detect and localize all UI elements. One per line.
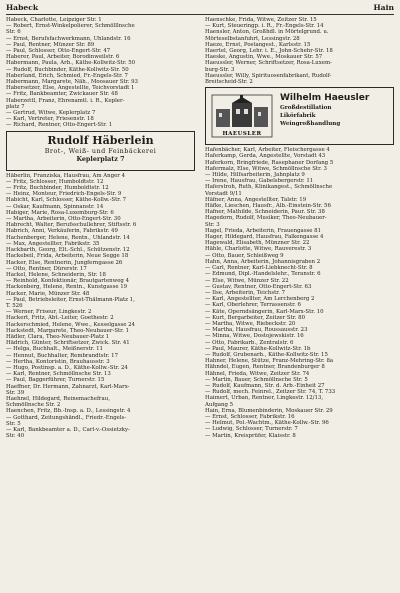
directory-entry: Hacker, Marie, Münzer Str. 48 bbox=[6, 290, 90, 297]
distillery-line-1: Großdestillation bbox=[280, 105, 332, 112]
directory-entry: Hafner, Mathilde, Schneiderin, Paur. Str. 38 bbox=[205, 209, 325, 216]
directory-entry: Haehnel, Hildegard, Reinemachefrau, bbox=[6, 395, 110, 402]
header-left-word: Habeck bbox=[6, 3, 39, 12]
directory-entry: — Rudolf, Kaufmann, Str. d. Arb.-Einheit 27 bbox=[205, 382, 325, 389]
directory-entry: Haertel, Georg, Lehr. i. E., John-Schehr-Str. 18 bbox=[205, 48, 333, 55]
directory-entry: Haferkamp, Gerda, Angestellte, Vorstadt 43 bbox=[205, 153, 326, 160]
directory-entry: — Käte, Operndsängerin, Karl-Marx-Str. 10 bbox=[205, 308, 324, 315]
directory-entry: — Carl, Rentner, Karl-Liebknecht-Str. 8 bbox=[205, 265, 313, 272]
directory-entry: Mörteselbstanfuhrt, Lessingstr. 28 bbox=[205, 35, 300, 42]
directory-entry: — Robert, Ernst-Winkelpolierer, Schmölllnsche bbox=[6, 23, 135, 30]
bakery-description: Brot-, Weiß- und Feinbäckerei bbox=[44, 146, 157, 155]
directory-entry: Habermann, Paula, Arb., Käthe-Kollwitz-Str. 50 bbox=[6, 60, 136, 67]
bakery-advertisement bbox=[6, 131, 195, 171]
distillery-logo-icon bbox=[210, 93, 274, 139]
directory-entry: — Gertrud, Witwe, Keplerplatz 7 bbox=[6, 110, 96, 117]
directory-entry: Hachenberger, Helene, Rentn., Uhlandstr. 14 bbox=[6, 234, 130, 241]
directory-entry: — Otto, Bauer, Schleißweg 9 bbox=[205, 252, 284, 259]
directory-entry: — Paul, Baggerführer, Turnerstr. 15 bbox=[6, 377, 105, 384]
directory-entry: — Paul, Betriebsleiter, Ernst-Thälmann-Platz 1, bbox=[6, 296, 135, 303]
directory-entry: Hähndel, Eugen, Rentner, Brandenburger 8 bbox=[205, 364, 325, 371]
directory-entry: Habicht, Karl, Schlosser, Käthe-Kollw.-Str. 7 bbox=[6, 197, 127, 204]
directory-entry: Str. 40 bbox=[6, 433, 25, 440]
right-top-entries bbox=[205, 17, 394, 85]
distillery-text bbox=[280, 92, 389, 128]
directory-entry: — Karl, Vertreter, Friesenstr. 18 bbox=[6, 116, 94, 123]
directory-entry: Schmöllnsche Str. 2 bbox=[6, 402, 61, 409]
directory-entry: Hackbarth, Georg, Elt.-Schl., Schützenstr. 12 bbox=[6, 247, 130, 254]
directory-entry: — Rudolf, Grubenarb., Käthe-Kollwitz-Str. 15 bbox=[205, 351, 328, 358]
directory-entry: burg-Str. 3 bbox=[205, 66, 235, 73]
directory-entry: Haeussler, Willy, Spirituosenfabrikant, Rudolf- bbox=[205, 72, 332, 79]
directory-entry: — Paul, Maurer, Käthe-Kollwitz-Str. 1b bbox=[205, 345, 311, 352]
directory-entry: — Gotthard, Zeitungshändl., Friedr.-Engels- bbox=[6, 414, 127, 421]
directory-entry: Hagel, Frieda, Arbeiterin, Frauengasse 81 bbox=[205, 227, 322, 234]
directory-entry: — Oskar, Kaufmann, Spinnanstr. 14 bbox=[6, 203, 104, 210]
directory-entry: platz 7 bbox=[6, 103, 25, 110]
directory-entry: Häberlin, Franziska, Hausfrau, Am Anger 4 bbox=[6, 172, 126, 179]
directory-entry: — Martin, Kreisprüfer, Klaisstr. 8 bbox=[205, 432, 296, 439]
directory-entry: — Otto, Fabrikarb., Zentralstr. 6 bbox=[205, 339, 294, 346]
directory-entry: Breitscheid-Str. 2 bbox=[205, 79, 253, 86]
directory-entry: — Hertha, Kontoristin, Brauhausstr. 3 bbox=[6, 358, 110, 365]
directory-entry: Haferstroh, Ruth, Klinikangest., Schmöllnsche bbox=[205, 184, 333, 191]
directory-entry: Hädrich, Günter, Schriftsetzer, Zwick. Str. 41 bbox=[6, 340, 130, 347]
directory-entry: Hähle, Charlotte, Witwe, Rauverestr. 3 bbox=[205, 246, 312, 253]
directory-entry: — Heinz, Monteur, Friedrich-Engels-Str. 9 bbox=[6, 191, 122, 198]
directory-entry: — Minna, Witwe, Dostojewskistr. 16 bbox=[205, 333, 304, 340]
directory-entry: Hähnel, Frieda, Witwe, Zeitzer Str. 74 bbox=[205, 370, 310, 377]
directory-entry: Haberland, Erich, Schmied, Fr.-Engels-Str. 7 bbox=[6, 72, 128, 79]
directory-entry: T. 526 bbox=[6, 302, 23, 309]
directory-entry: — Else, Witwe, Münzer Str. 22 bbox=[205, 277, 289, 284]
directory-entry: — Rudolf, Buchbinder, Käthe-Kollwitz-Str. 50 bbox=[6, 66, 129, 73]
directory-entry: Hagewald, Elisabeth, Münzner Str. 22 bbox=[205, 240, 310, 247]
directory-entry: — Karl, Bankbeamter a. D., Carl-v.-Ossietzky- bbox=[6, 426, 130, 433]
directory-entry: Haberzettl, Franz, Ehrenamtl. i. R., Kepler- bbox=[6, 97, 125, 104]
directory-entry: Haeske, Angustin, Wwe., Moskauer Str. 57 bbox=[205, 54, 323, 61]
distillery-line-2: Likörfabrik bbox=[280, 113, 316, 120]
directory-entry: Habermann, Margarete, Näh., Moosauer Str. 93 bbox=[6, 79, 138, 86]
directory-entry: Habeck, Charlotte, Leipziger Str. 1 bbox=[6, 17, 102, 23]
directory-entry: — Edmund, Dipl.-Handelslehr., Teranstr. 6 bbox=[205, 271, 321, 278]
directory-entry: Hackebeil, Frida, Arbeiterin, Neue Segge 18 bbox=[6, 253, 129, 260]
directory-entry: — Ludwig, Schlosser, Turnerstr. 7 bbox=[205, 426, 298, 433]
directory-entry: Haberer, Paul, Arbeiter, Borodinweilstr. 6 bbox=[6, 54, 120, 61]
directory-entry: Str. 3 bbox=[205, 221, 220, 228]
left-column bbox=[6, 17, 195, 439]
directory-entry: Str. 5 bbox=[6, 420, 21, 427]
directory-entry: — Karl, Rentner, Schmöllnsche Str. 13 bbox=[6, 371, 111, 378]
directory-entry: — Karl, Oberlehrer, Terrassenstr. 6 bbox=[205, 302, 301, 309]
directory-entry: — Helga, Buchhalt., Meißnerstr. 11 bbox=[6, 346, 103, 353]
directory-entry: Haimert, Urban, Rentner, Lingkestr. 12/13, bbox=[205, 395, 324, 402]
directory-entry: — Ernst, Schlosser, Fabrikstr. 16 bbox=[205, 413, 295, 420]
directory-entry: — Paul, Rentner, Münzer Str. 89 bbox=[6, 41, 95, 48]
directory-entry: — Fritz, Buchbinder, Humboldtstr. 12 bbox=[6, 185, 109, 192]
directory-entry: — Martin, Bauer, Schmöllnsche Str. 5 bbox=[205, 376, 308, 383]
distillery-line-3: Weingroßhandlung bbox=[280, 121, 341, 128]
directory-entry: Haenschke, Frida, Witwe, Zeitzer Str. 15 bbox=[205, 17, 317, 23]
bakery-address: Keplerplatz 7 bbox=[76, 154, 125, 163]
directory-entry: Hahner, Helene, Stütze, Franz-Mehring-Str. 8a bbox=[205, 358, 334, 365]
directory-entry: Habiger, Marie, Rosa-Luxemburg-Str. 6 bbox=[6, 209, 114, 216]
directory-entry: — Hennut, Buchhalter, Rembrandtstr. 17 bbox=[6, 352, 118, 359]
directory-entry: — Kurt, Steueringp. i. R., Fr.-Engels-Str. 14 bbox=[205, 23, 324, 30]
left-bottom-entries bbox=[6, 173, 195, 440]
directory-entry: Habrecht, Walter, Berufsschullehrer, Stiftsstr. 6 bbox=[6, 222, 137, 229]
bakery-name: Rudolf Häberlein bbox=[47, 133, 154, 147]
directory-entry: Hagedorn, Rudolf, Musiker, Theo-Neubauer- bbox=[205, 215, 327, 222]
header-rule bbox=[6, 14, 394, 15]
directory-entry: Aufgang 5 bbox=[205, 401, 234, 408]
directory-entry: Hafermalz, Else, Witwe, Schmöllnsche Str. 3 bbox=[205, 165, 327, 172]
directory-entry: — Martha, Witwe, Riebeckstr. 20 bbox=[205, 320, 296, 327]
directory-entry: Vorstadt 9/11 bbox=[205, 190, 242, 197]
left-top-entries bbox=[6, 17, 195, 129]
directory-entry: — Karl, Angestellter, Am Lerchenberg 2 bbox=[205, 296, 315, 303]
directory-entry: — Kurt, Bergarbeiter, Zeitzer Str. 80 bbox=[205, 314, 306, 321]
directory-entry: Haenchen, Fritz, Bb.-Insp. a. D., Lessingstr. 4 bbox=[6, 408, 131, 415]
distillery-advertisement bbox=[205, 87, 394, 145]
directory-entry: — Rudolf, mech. Feinrel., Zeitzer Str. 74, T. 733 bbox=[205, 389, 336, 396]
distillery-name: Wilhelm Haeusler bbox=[280, 93, 370, 104]
directory-entry: — Helmut, Pol.-Wachtm., Käthe-Kollw.-Str. 96 bbox=[205, 420, 329, 427]
directory-entry: Haeffner, Dr. Hermann, Zahnarzt, Karl-Marx- bbox=[6, 383, 130, 390]
directory-entry: — Max, Angestellter, Fabrikstr. 35 bbox=[6, 240, 100, 247]
directory-entry: Hackert, Fritz, Abt.-Leiter, Goethestr. 2 bbox=[6, 315, 114, 322]
right-bottom-entries bbox=[205, 147, 394, 439]
directory-entry: Hackstedt, Margarete, Theo-Neubauer-Str. 1 bbox=[6, 327, 130, 334]
directory-entry: Hager, Hildegard, Hausfrau, Falkengasse 4 bbox=[205, 234, 324, 241]
directory-entry: — Werner, Friseur, Lingkestr. 2 bbox=[6, 309, 92, 316]
directory-entry: — Martha, Hausfrau, Roussausstr. 23 bbox=[205, 327, 308, 334]
directory-entry: — Paul, Schlosser, Otto-Engert-Str. 47 bbox=[6, 48, 111, 55]
directory-entry: Str. 6 bbox=[6, 29, 21, 36]
directory-entry: Hackerschmied, Helene, Wwe., Kesselgasse 24 bbox=[6, 321, 135, 328]
directory-entry: Hahn, Anna, Arbeiterin, Johannisgraben 2 bbox=[205, 258, 321, 265]
directory-entry: — Martha, Arbeiterin, Otto-Engert-Str. 30 bbox=[6, 216, 121, 223]
directory-entry: — Fritz, Bankbeamter, Zwickauer Str. 48 bbox=[6, 91, 118, 98]
directory-entry: — Hilde, Hilfsarbeiterin, Jahnplatz 9 bbox=[205, 172, 305, 179]
header-right-word: Hain bbox=[373, 3, 394, 12]
right-column bbox=[205, 17, 394, 439]
directory-entry: Hädler, Clara, Theo-Neubauer-Platz 1 bbox=[6, 333, 110, 340]
directory-entry: — Fritz, Schlosser, Humboldtstr. 12 bbox=[6, 178, 104, 185]
directory-entry: Haeussler, Werner, Schriftsetzer, Rosa-Luxem- bbox=[205, 60, 332, 67]
directory-entry: — Hugo, Postinsp. a. D., Käthe-Kollw.-Str. 24 bbox=[6, 364, 128, 371]
directory-entry: — Gustav, Rentner, Otto-Engert-Str. 63 bbox=[205, 283, 312, 290]
directory-entry: Habersetzer, Else, Angestellte, Teichvorstadt 1 bbox=[6, 85, 135, 92]
directory-entry: Hackel, Helene, Schneiderin, Str. 18 bbox=[6, 271, 106, 278]
distillery-logo-text: HAEUSLER bbox=[222, 131, 262, 138]
directory-entry: — Richard, Rentner, Otto-Engert-Str. 1 bbox=[6, 122, 113, 129]
directory-entry: Str. 39 bbox=[6, 389, 25, 396]
directory-entry: — Ernst, Berufsfachwerkmann, Uhlandstr. 16 bbox=[6, 35, 131, 42]
directory-entry: Haferkorn, Bringfriede, Rasephaner Dorfang 5 bbox=[205, 159, 334, 166]
directory-entry: Hain, Erna, Blumenbinderin, Moskauer Str. 29 bbox=[205, 407, 333, 414]
directory-entry: — Ilse, Arbeiterin, Teichstr. 7 bbox=[205, 289, 286, 296]
directory-entry: Häfke, Lieschen, Hausfr., Alb.-Einstein-Str. 56 bbox=[205, 203, 331, 210]
directory-entry: — Otto, Rentner, Dürerstr. 17 bbox=[6, 265, 87, 272]
directory-entry: Hafenbächer, Karl, Arbeiter, Fleischergasse 4 bbox=[205, 147, 330, 154]
directory-entry: Haeze, Ernst, Postangest., Karlsstr. 15 bbox=[205, 41, 311, 48]
directory-entry: — Reinhold, Konfektionär, Brautgartenweg 4 bbox=[6, 278, 130, 285]
directory-entry: Hacker, Else, Rentnerin, Jungferngasse 26 bbox=[6, 259, 123, 266]
directory-entry: Habrich, Anni, Verkäuferin, Fabrikstr. 49 bbox=[6, 228, 118, 235]
directory-entry: Häfner, Anna, Angestellter, Talstr. 19 bbox=[205, 196, 307, 203]
directory-entry: Hackenberg, Helene, Rentn., Kunstgasse 19 bbox=[6, 284, 128, 291]
directory-entry: Haensler, Anton, Großhdl. in Mörtelgrund. u. bbox=[205, 29, 329, 36]
directory-entry: — Irene, Hausfrau, Gabelsbergerstr. 11 bbox=[205, 178, 314, 185]
